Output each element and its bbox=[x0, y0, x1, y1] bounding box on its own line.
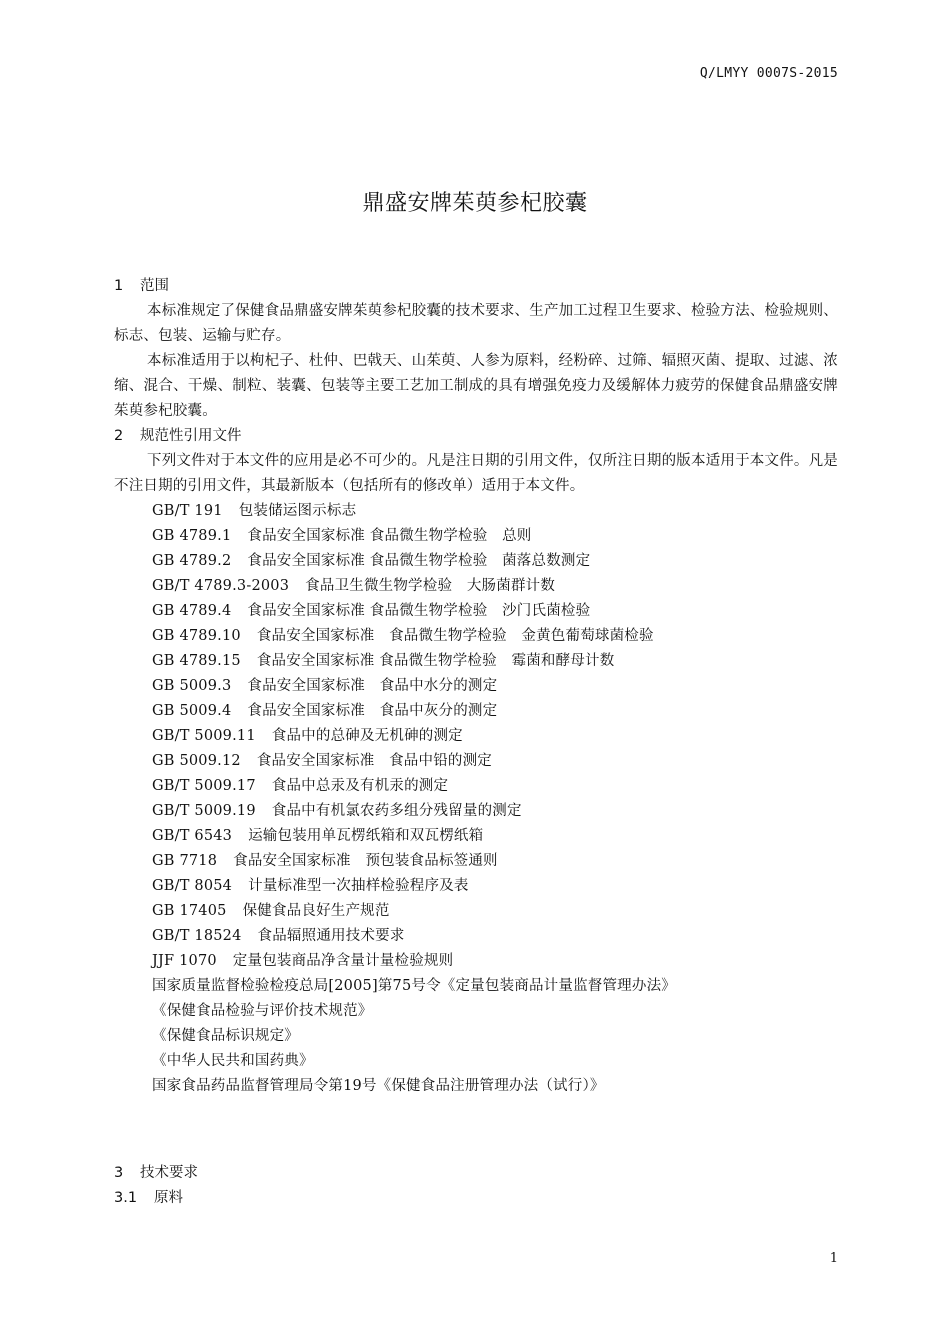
reference-name: 食品安全国家标准 食品中灰分的测定 bbox=[247, 703, 498, 719]
reference-name: 计量标准型一次抽样检验程序及表 bbox=[248, 878, 469, 894]
reference-item bbox=[152, 899, 838, 924]
reference-code: GB/T 18524 bbox=[152, 928, 242, 944]
reference-code: GB/T 191 bbox=[152, 503, 223, 519]
reference-name: 包装储运图示标志 bbox=[238, 503, 357, 519]
reference-code: GB 4789.4 bbox=[152, 603, 232, 619]
reference-name: 食品中的总砷及无机砷的测定 bbox=[271, 728, 463, 744]
reference-item bbox=[152, 699, 838, 724]
reference-code: GB 5009.12 bbox=[152, 753, 241, 769]
scope-paragraph: 本标准规定了保健食品鼎盛安牌茱萸参杞胶囊的技术要求、生产加工过程卫生要求、检验方法、检验规则、标志、包装、运输与贮存。 bbox=[114, 303, 838, 344]
reference-list bbox=[152, 499, 838, 1099]
document-title: 鼎盛安牌茱萸参杞胶囊 bbox=[362, 191, 588, 216]
reference-item bbox=[152, 499, 838, 524]
reference-code: GB 4789.15 bbox=[152, 653, 241, 669]
blank-space bbox=[114, 1099, 838, 1161]
section-2-heading bbox=[114, 424, 838, 449]
reference-item bbox=[152, 924, 838, 949]
subsection-title: 原料 bbox=[154, 1190, 183, 1206]
reference-code: GB/T 5009.17 bbox=[152, 778, 256, 794]
reference-name: 食品中有机氯农药多组分残留量的测定 bbox=[271, 803, 522, 819]
reference-code: GB 4789.1 bbox=[152, 528, 232, 544]
reference-name: 食品安全国家标准 食品中水分的测定 bbox=[247, 678, 498, 694]
reference-item bbox=[152, 674, 838, 699]
reference-name: 定量包装商品净含量计量检验规则 bbox=[232, 953, 454, 969]
reference-name: 食品安全国家标准 食品微生物学检验 菌落总数测定 bbox=[247, 553, 591, 569]
reference-code: GB/T 8054 bbox=[152, 878, 233, 894]
page-number: 1 bbox=[829, 1251, 838, 1266]
reference-name: 食品安全国家标准 食品微生物学检验 沙门氏菌检验 bbox=[247, 603, 591, 619]
standard-code: Q/LMYY 0007S-2015 bbox=[699, 66, 838, 81]
reference-code: GB 4789.2 bbox=[152, 553, 232, 569]
reference-item bbox=[152, 724, 838, 749]
section-number: 3 bbox=[114, 1165, 124, 1181]
reference-name: 食品辐照通用技术要求 bbox=[257, 928, 405, 944]
reference-item bbox=[152, 624, 838, 649]
reference-code: GB 4789.10 bbox=[152, 628, 241, 644]
reference-code: GB/T 4789.3-2003 bbox=[152, 578, 290, 594]
reference-code: GB/T 6543 bbox=[152, 828, 233, 844]
section-title: 技术要求 bbox=[140, 1165, 198, 1181]
reference-code: GB 5009.3 bbox=[152, 678, 232, 694]
references-intro: 下列文件对于本文件的应用是必不可少的。凡是注日期的引用文件，仅所注日期的版本适用于本文件。凡是不注日期的引用文件，其最新版本（包括所有的修改单）适用于本文件。 bbox=[114, 453, 838, 494]
section-1-heading bbox=[114, 274, 838, 299]
reference-item bbox=[152, 524, 838, 549]
reference-name: 食品安全国家标准 食品中铅的测定 bbox=[256, 753, 493, 769]
reference-name: 食品安全国家标准 食品微生物学检验 金黄色葡萄球菌检验 bbox=[256, 628, 654, 644]
reference-code: GB 17405 bbox=[152, 903, 227, 919]
reference-item bbox=[152, 799, 838, 824]
reference-item-other: 《保健食品标识规定》 bbox=[152, 1028, 299, 1044]
reference-name: 食品中总汞及有机汞的测定 bbox=[271, 778, 449, 794]
section-3-heading bbox=[114, 1161, 838, 1186]
reference-code: GB 7718 bbox=[152, 853, 218, 869]
reference-item-other: 国家质量监督检验检疫总局[2005]第75号令《定量包装商品计量监督管理办法》 bbox=[152, 978, 676, 994]
section-title: 规范性引用文件 bbox=[140, 428, 242, 444]
reference-item bbox=[152, 774, 838, 799]
reference-name: 保健食品良好生产规范 bbox=[242, 903, 390, 919]
reference-name: 运输包装用单瓦楞纸箱和双瓦楞纸箱 bbox=[248, 828, 484, 844]
reference-item bbox=[152, 749, 838, 774]
section-title: 范围 bbox=[140, 278, 169, 294]
reference-item-other: 《中华人民共和国药典》 bbox=[152, 1053, 314, 1069]
reference-item-other: 国家食品药品监督管理局令第19号《保健食品注册管理办法（试行）》 bbox=[152, 1078, 605, 1094]
reference-item bbox=[152, 824, 838, 849]
scope-paragraph: 本标准适用于以枸杞子、杜仲、巴戟天、山茱萸、人参为原料，经粉碎、过筛、辐照灭菌、提取、过滤、浓缩、混合、干燥、制粒、装囊、包装等主要工艺加工制成的具有增强免疫力及缓解体力疲劳的保健食品鼎盛安牌茱萸参杞胶囊。 bbox=[114, 353, 838, 419]
reference-name: 食品安全国家标准 预包装食品标签通则 bbox=[233, 853, 498, 869]
reference-code: JJF 1070 bbox=[152, 953, 217, 969]
section-number: 2 bbox=[114, 428, 124, 444]
document-body bbox=[114, 274, 838, 1211]
reference-code: GB 5009.4 bbox=[152, 703, 232, 719]
subsection-3-1-heading bbox=[114, 1186, 838, 1211]
subsection-number: 3.1 bbox=[114, 1190, 138, 1206]
reference-item bbox=[152, 874, 838, 899]
section-number: 1 bbox=[114, 278, 124, 294]
reference-name: 食品安全国家标准 食品微生物学检验 总则 bbox=[247, 528, 532, 544]
reference-code: GB/T 5009.11 bbox=[152, 728, 256, 744]
reference-item bbox=[152, 549, 838, 574]
reference-name: 食品卫生微生物学检验 大肠菌群计数 bbox=[305, 578, 556, 594]
reference-item bbox=[152, 649, 838, 674]
reference-item bbox=[152, 949, 838, 974]
reference-item bbox=[152, 574, 838, 599]
reference-code: GB/T 5009.19 bbox=[152, 803, 256, 819]
reference-item bbox=[152, 849, 838, 874]
reference-item bbox=[152, 599, 838, 624]
reference-name: 食品安全国家标准 食品微生物学检验 霉菌和酵母计数 bbox=[256, 653, 615, 669]
reference-item-other: 《保健食品检验与评价技术规范》 bbox=[152, 1003, 373, 1019]
